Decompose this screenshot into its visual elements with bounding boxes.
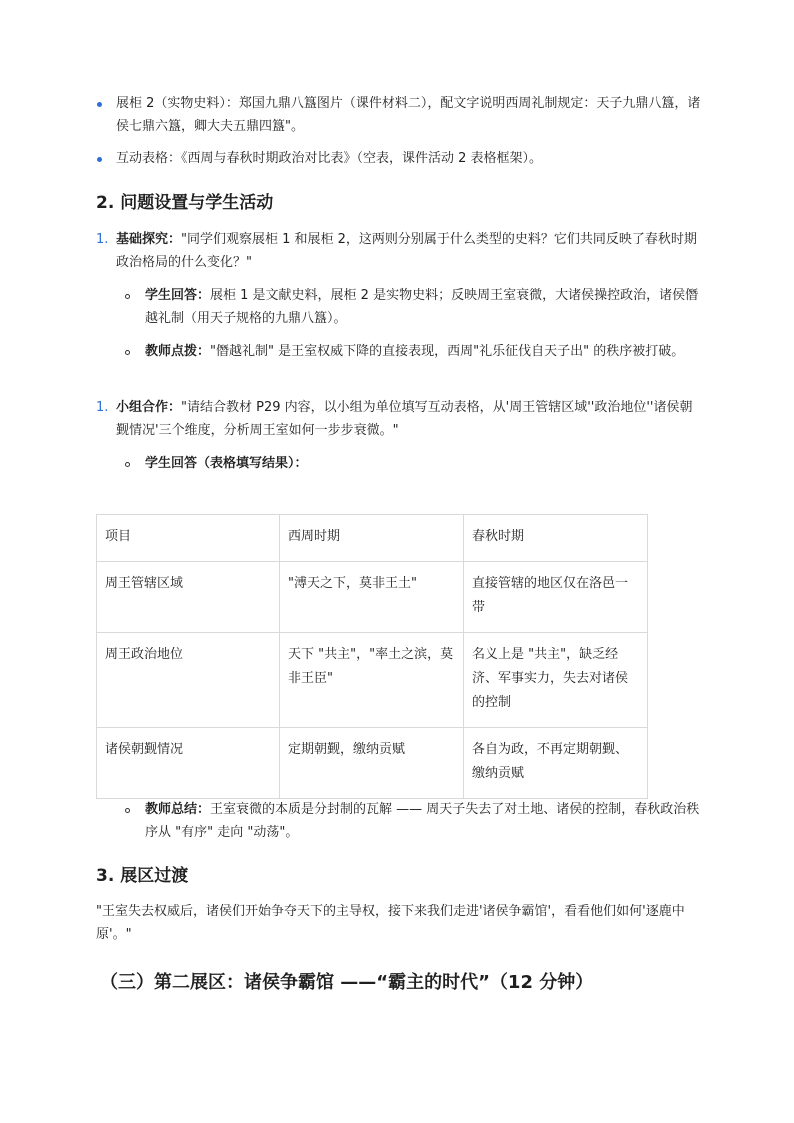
item-text: "同学们观察展柜 1 和展柜 2，这两则分别属于什么类型的史料？它们共同反映了春秋时期政治格局的什么变化？" [116, 232, 697, 270]
sub-bullet-circle [125, 462, 130, 467]
list-item-group-work [116, 396, 701, 442]
sub-item-student-answer [145, 284, 701, 330]
sub-item-label: 学生回答： [145, 288, 211, 303]
sub-item-teacher-summary [145, 798, 701, 844]
bullet-dot [97, 102, 102, 107]
sub-item-text: 王室衰微的本质是分封制的瓦解 —— 周天子失去了对土地、诸侯的控制，春秋政治秩序从 "有序" 走向 "动荡"。 [145, 802, 700, 840]
table-cell: 周王政治地位 [97, 633, 280, 728]
sub-item-student-answer [145, 452, 701, 475]
sub-item-teacher-tip [145, 340, 701, 363]
item-label: 基础探究： [116, 232, 182, 247]
section-heading: 2. 问题设置与学生活动 [96, 193, 274, 213]
table-row [97, 728, 648, 799]
table-cell: 直接管辖的地区仅在洛邑一带 [464, 562, 648, 633]
table-cell: 定期朝觐，缴纳贡赋 [280, 728, 464, 799]
sub-bullet-circle [125, 294, 130, 299]
table-row [97, 562, 648, 633]
list-number: 1. [96, 232, 109, 247]
table-row [97, 633, 648, 728]
sub-item-label: 教师点拨： [145, 344, 211, 359]
transition-paragraph: "王室失去权威后，诸侯们开始争夺天下的主导权，接下来我们走进'诸侯争霸馆'，看看他们如何'逐鹿中原'。" [96, 904, 685, 942]
sub-bullet-circle [125, 808, 130, 813]
table-cell: "溥天之下，莫非王土" [280, 562, 464, 633]
sub-bullet-circle [125, 350, 130, 355]
bullet-item: 展柜 2（实物史料）：郑国九鼎八簋图片（课件材料二），配文字说明西周礼制规定：天子九鼎八簋，诸侯七鼎六簋，卿大夫五鼎四簋"。 [116, 96, 701, 134]
sub-item-text: 展柜 1 是文献史料，展柜 2 是实物史料；反映周王室衰微，大诸侯操控政治，诸侯僭越礼制（用天子规格的九鼎八簋）。 [145, 288, 699, 326]
table-cell: 天下 "共主"，"率土之滨，莫非王臣" [280, 633, 464, 728]
table-cell: 各自为政，不再定期朝觐、缴纳贡赋 [464, 728, 648, 799]
list-item-basic-inquiry [116, 228, 701, 274]
table-header-cell: 西周时期 [280, 515, 464, 562]
section-heading: 3. 展区过渡 [96, 866, 189, 886]
sub-item-label: 学生回答（表格填写结果）： [145, 456, 308, 471]
item-label: 小组合作： [116, 400, 182, 415]
exhibit-hall-heading: （三）第二展区：诸侯争霸馆 ——“霸主的时代”（12 分钟） [100, 972, 594, 993]
list-number: 1. [96, 400, 109, 415]
table-cell: 名义上是 "共主"，缺乏经济、军事实力，失去对诸侯的控制 [464, 633, 648, 728]
sub-item-text: "僭越礼制" 是王室权威下降的直接表现，西周"礼乐征伐自天子出" 的秩序被打破。 [210, 344, 685, 359]
sub-item-label: 教师总结： [145, 802, 211, 817]
comparison-table [96, 514, 648, 799]
item-text: "请结合教材 P29 内容，以小组为单位填写互动表格，从'周王管辖区域''政治地位''诸侯朝觐情况'三个维度，分析周王室如何一步步衰微。" [116, 400, 693, 438]
table-cell: 周王管辖区域 [97, 562, 280, 633]
table-header-cell: 项目 [97, 515, 280, 562]
table-header-row [97, 515, 648, 562]
table-cell: 诸侯朝觐情况 [97, 728, 280, 799]
table-header-cell: 春秋时期 [464, 515, 648, 562]
bullet-item: 互动表格：《西周与春秋时期政治对比表》（空表，课件活动 2 表格框架）。 [116, 151, 543, 166]
bullet-dot [97, 157, 102, 162]
